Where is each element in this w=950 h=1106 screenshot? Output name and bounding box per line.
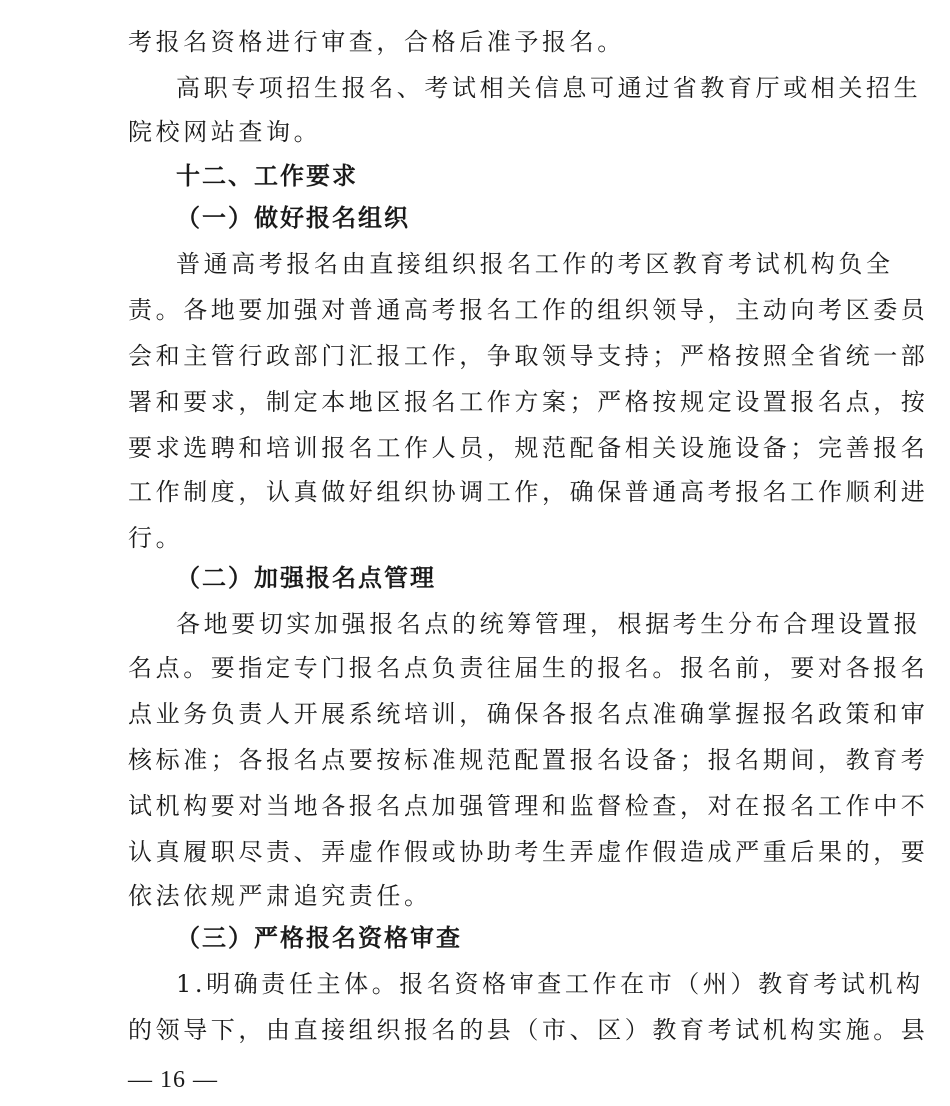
paragraph-line: 会和主管行政部门汇报工作，争取领导支持；严格按照全省统一部 — [128, 342, 929, 370]
paragraph-line: 试机构要对当地各报名点加强管理和监督检查，对在报名工作中不 — [128, 792, 929, 820]
section-heading: 十二、工作要求 — [176, 162, 358, 190]
sub-heading: （三）严格报名资格审查 — [176, 923, 462, 952]
paragraph-line: 认真履职尽责、弄虚作假或协助考生弄虚作假造成严重后果的，要 — [128, 838, 929, 866]
paragraph-line: 行。 — [128, 524, 184, 552]
paragraph-line: 各地要切实加强报名点的统筹管理，根据考生分布合理设置报 — [176, 610, 922, 638]
paragraph-line: 考报名资格进行审查，合格后准予报名。 — [128, 28, 625, 56]
sub-heading: （二）加强报名点管理 — [176, 563, 436, 592]
paragraph-line: 依法依规严肃追究责任。 — [128, 882, 432, 910]
paragraph-line: 工作制度，认真做好组织协调工作，确保普通高考报名工作顺利进 — [128, 478, 929, 506]
paragraph-line: 高职专项招生报名、考试相关信息可通过省教育厅或相关招生 — [176, 74, 922, 102]
sub-heading: （一）做好报名组织 — [176, 203, 410, 232]
paragraph-line: 院校网站查询。 — [128, 118, 322, 146]
paragraph-line: 要求选聘和培训报名工作人员，规范配备相关设施设备；完善报名 — [128, 434, 929, 462]
paragraph-line: 名点。要指定专门报名点负责往届生的报名。报名前，要对各报名 — [128, 654, 929, 682]
paragraph-line: 署和要求，制定本地区报名工作方案；严格按规定设置报名点，按 — [128, 388, 929, 416]
paragraph-line: 点业务负责人开展系统培训，确保各报名点准确掌握报名政策和审 — [128, 700, 929, 728]
paragraph-line: 的领导下，由直接组织报名的县（市、区）教育考试机构实施。县 — [128, 1016, 929, 1044]
paragraph-line: 1.明确责任主体。报名资格审查工作在市（州）教育考试机构 — [176, 970, 924, 998]
paragraph-line: 责。各地要加强对普通高考报名工作的组织领导，主动向考区委员 — [128, 296, 929, 324]
page-number: — 16 — — [128, 1067, 218, 1093]
paragraph-line: 核标准；各报名点要按标准规范配置报名设备；报名期间，教育考 — [128, 746, 929, 774]
paragraph-line: 普通高考报名由直接组织报名工作的考区教育考试机构负全 — [176, 250, 894, 278]
